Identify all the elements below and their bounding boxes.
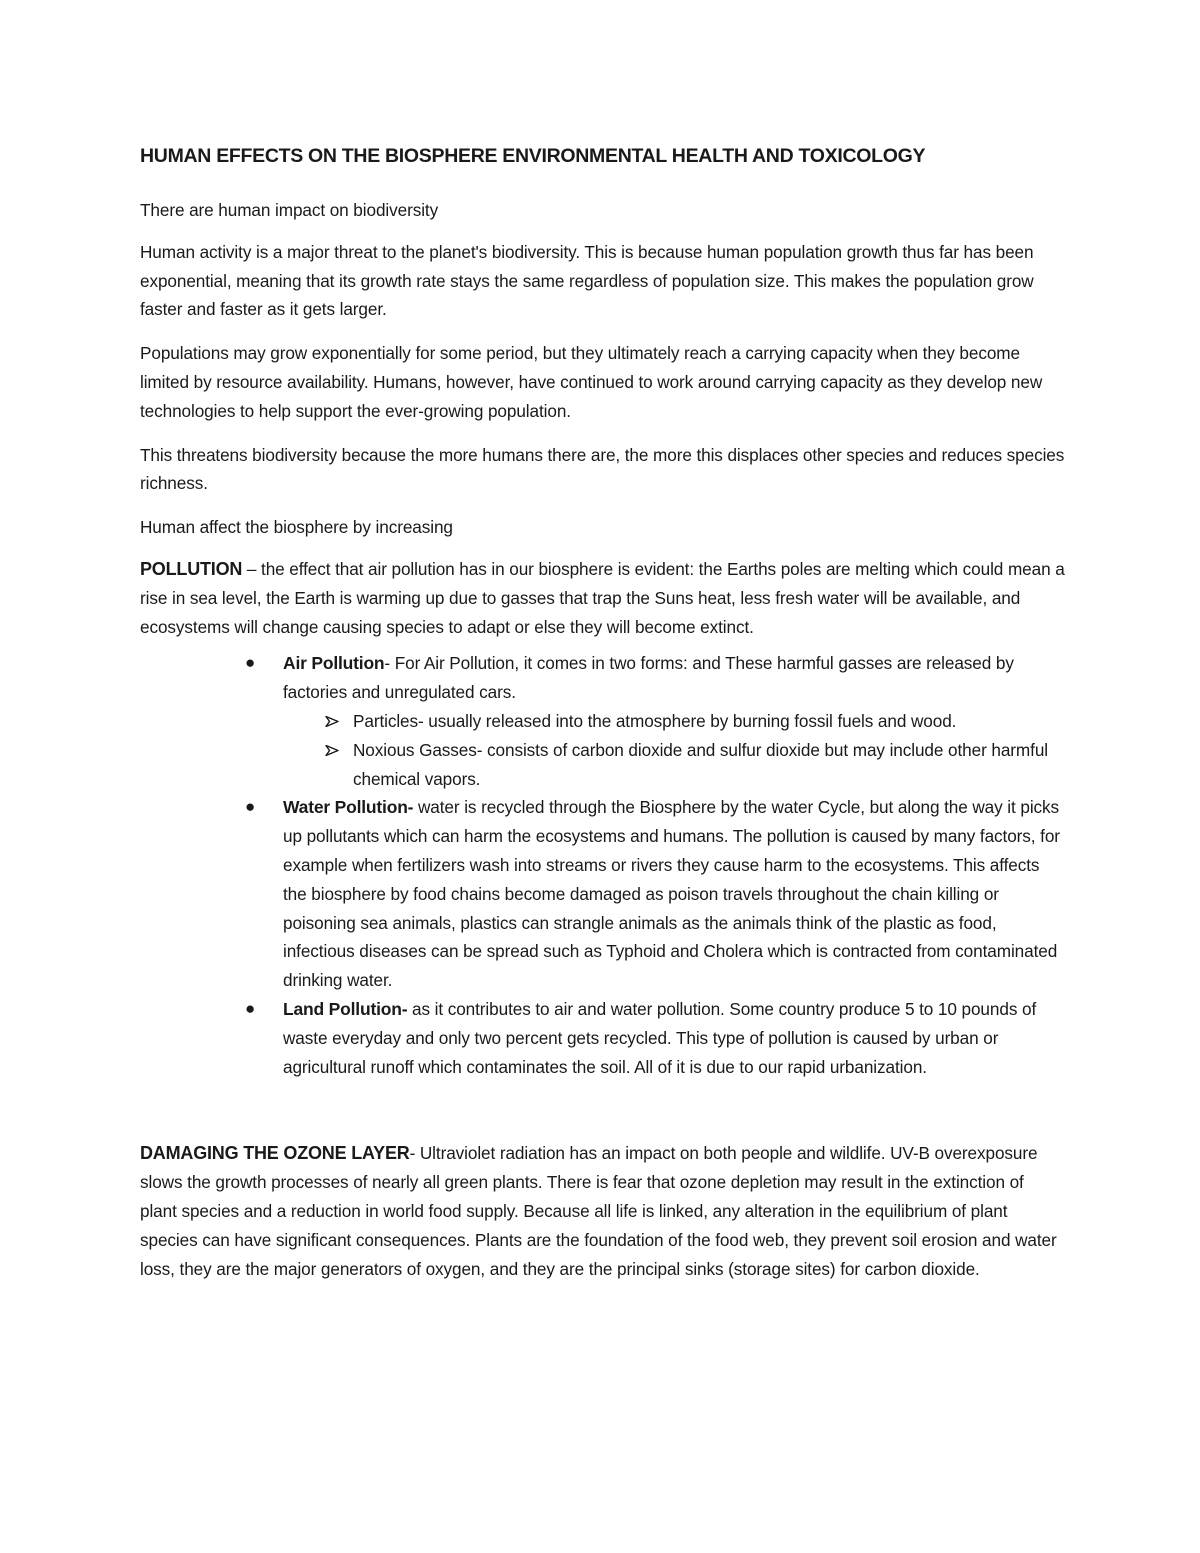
ozone-heading: DAMAGING THE OZONE LAYER (140, 1143, 410, 1164)
sub-item-particles (353, 707, 1065, 736)
arrowhead-icon (325, 745, 339, 756)
land-pollution-text: as it contributes to air and water pollution. Some country produce 5 to 10 pounds of waste everyday and only two percent gets recycled. This type of pollution is caused by urban or agricultural runoff which contaminates the soil. All of it is due to our rapid urbanization. (283, 998, 1037, 1077)
bullet-dot-icon: ● (245, 998, 256, 1018)
paragraph-growth: Human activity is a major threat to the planet's biodiversity. This is because human population growth thus far has been exponential, meaning that its growth rate stays the same regardless of population size. This makes the population grow faster and faster as it gets larger. (140, 241, 1034, 320)
paragraph-biodiversity-threat: This threatens biodiversity because the more humans there are, the more this displaces other species and reduces species richness. (140, 444, 1065, 494)
pollution-bullet-list (140, 649, 1065, 1081)
bullet-dot-icon: ● (245, 653, 256, 673)
list-item-land-pollution (245, 995, 1065, 1081)
air-pollution-text: - For Air Pollution, it comes in two forms: and These harmful gasses are released by factories and unregulated cars. (283, 653, 1014, 703)
pollution-heading: POLLUTION (140, 558, 243, 579)
land-pollution-heading: Land Pollution- (283, 998, 408, 1019)
sub-item-noxious-gasses-text: Noxious Gasses- consists of carbon dioxide and sulfur dioxide but may include other harmful chemical vapors. (353, 739, 1048, 789)
water-pollution-text: water is recycled through the Biosphere by the water Cycle, but along the way it picks up pollutants which can harm the ecosystems and humans. The pollution is caused by many factors, for example when fertilizers wash into streams or rivers they cause harm to the ecosystems. This affects the biosphere by food chains become damaged as poison travels throughout the chain killing or poisoning sea animals, plastics can strangle animals as the animals think of the plastic as food, infectious diseases can be spread such as Typhoid and Cholera which is contracted from contaminated drinking water. (283, 797, 1060, 991)
ozone-paragraph (140, 1139, 1065, 1283)
list-item-water-pollution (245, 793, 1065, 995)
section-spacer (140, 1081, 1065, 1139)
paragraph-carrying-capacity: Populations may grow exponentially for some period, but they ultimately reach a carrying capacity when they become limited by resource availability. Humans, however, have continued to work around carrying capacity as they develop new technologies to help support the ever-growing population. (140, 343, 1043, 421)
air-pollution-sub-list (283, 707, 1065, 793)
water-pollution-heading: Water Pollution- (283, 797, 414, 818)
air-pollution-heading: Air Pollution (283, 653, 385, 674)
pollution-paragraph (140, 555, 1065, 641)
document-title: HUMAN EFFECTS ON THE BIOSPHERE ENVIRONMENTAL HEALTH AND TOXICOLOGY (140, 145, 926, 167)
arrowhead-icon (325, 716, 339, 727)
list-item-air-pollution (245, 649, 1065, 793)
paragraph-affect-intro: Human affect the biosphere by increasing (140, 517, 453, 538)
sub-item-noxious-gasses (353, 736, 1065, 794)
document-body (140, 143, 1065, 1283)
intro-line: There are human impact on biodiversity (140, 200, 439, 220)
ozone-text: - Ultraviolet radiation has an impact on both people and wildlife. UV-B overexposure slows the growth processes of nearly all green plants. There is fear that ozone depletion may result in the extinction of plant species and a reduction in world food supply. Because all life is linked, any alteration in the equilibrium of plant species can have significant consequences. Plants are the foundation of the food web, they prevent soil erosion and water loss, they are the major generators of oxygen, and they are the principal sinks (storage sites) for carbon dioxide. (140, 1143, 1057, 1279)
bullet-dot-icon: ● (245, 797, 256, 817)
pollution-text: – the effect that air pollution has in our biosphere is evident: the Earths poles are melting which could mean a rise in sea level, the Earth is warming up due to gasses that trap the Suns heat, less fresh water will be available, and ecosystems will change causing species to adapt or else they will become extinct. (140, 558, 1065, 637)
sub-item-particles-text: Particles- usually released into the atmosphere by burning fossil fuels and wood. (353, 710, 957, 731)
